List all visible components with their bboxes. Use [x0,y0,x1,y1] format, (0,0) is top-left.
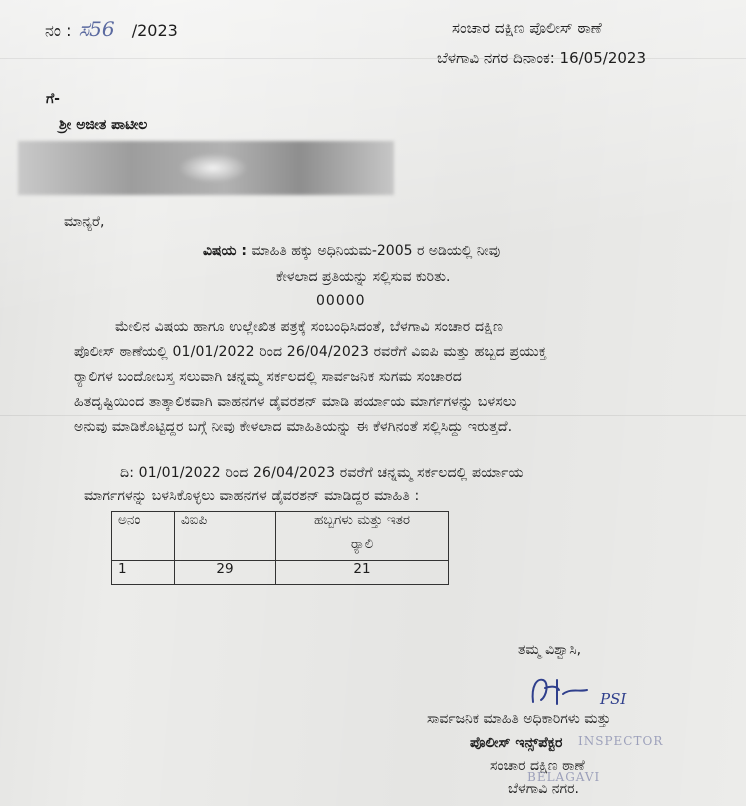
subject-label: ವಿಷಯ : [203,243,248,259]
paragraph1-line: ರ್‍ಯಾಲಿಗಳ ಬಂದೋಬಸ್ತ ಸಲುವಾಗಿ ಚನ್ನಮ್ಮ ಸರ್ಕಲದಲ್ಲಿ ಸಾರ್ವಜನಿಕ ಸುಗಮ ಸಂಚಾರದ [74,369,462,385]
paragraph1-line: ಪೊಲೀಸ್ ಠಾಣೆಯಲ್ಲಿ 01/01/2022 ರಿಂದ 26/04/2023 ರವರೆಗೆ ವಿಐಪಿ ಮತ್ತು ಹಬ್ಬದ ಪ್ರಯುಕ್ತ [74,344,547,360]
signature-initials: PSI [600,690,627,708]
paragraph2-line: ಮಾರ್ಗಗಳನ್ನು ಬಳಸಿಕೊಳ್ಳಲು ವಾಹನಗಳ ಡೈವರಶನ್ ಮಾಡಿದ್ದರ ಮಾಹಿತಿ : [84,488,420,504]
signature [527,672,597,712]
cell-festival-rally: 21 [276,561,449,585]
subject-line-1 [203,243,500,259]
designation-line-2: ಪೊಲೀಸ್ ಇನ್ಸ್‌ಪೆಕ್ಟರ [470,735,563,751]
reference-year: /2023 [131,21,178,40]
recipient-name: ಶ್ರೀ ಅಜೀತ ಪಾಟೀಲ [59,117,148,133]
header-serial: ಅನಂ [112,512,175,561]
salutation: ಮಾನ್ಯರೆ, [64,214,105,230]
header-festival-rally [276,512,449,561]
header-vip: ವಿಐಪಿ [175,512,276,561]
office-name: ಸಂಚಾರ ದಕ್ಷಿಣ ಪೊಲೀಸ್ ಠಾಣೆ [452,19,602,37]
paragraph1-line: ಅನುವು ಮಾಡಿಕೊಟ್ಟಿದ್ದರ ಬಗ್ಗೆ ನೀವು ಕೇಳಲಾದ ಮಾಹಿತಿಯನ್ನು ಈ ಕೆಳಗಿನಂತೆ ಸಲ್ಲಿಸಿದ್ದು ಇರುತ್ತದೆ. [74,419,513,435]
reference-number [45,17,178,41]
paragraph2-line: ದಿ: 01/01/2022 ರಿಂದ 26/04/2023 ರವರೆಗೆ ಚನ್ನಮ್ಮ ಸರ್ಕಲದಲ್ಲಿ ಪರ್ಯಾಯ [120,465,524,481]
designation-line-3: ಸಂಚಾರ ದಕ್ಷಿಣ ಠಾಣೆ [490,758,585,774]
header-rally-text: ರ್‍ಯಾಲಿ [350,536,374,552]
paper-fold [0,415,746,416]
table-header-row [112,512,449,561]
stamp-inspector: INSPECTOR [578,734,664,748]
paragraph1-line: ಮೇಲಿನ ವಿಷಯ ಹಾಗೂ ಉಲ್ಲೇಖಿತ ಪತ್ರಕ್ಕೆ ಸಂಬಂಧಿಸಿದಂತೆ, ಬೆಳಗಾವಿ ಸಂಚಾರ ದಕ್ಷಿಣ [115,319,504,335]
subject-line-2: ಕೇಳಲಾದ ಪ್ರತಿಯನ್ನು ಸಲ್ಲಿಸುವ ಕುರಿತು. [276,269,451,285]
diversion-table [111,511,449,585]
designation-line-1: ಸಾರ್ವಜನಿಕ ಮಾಹಿತಿ ಅಧಿಕಾರಿಗಳು ಮತ್ತು [427,711,611,727]
redacted-address [18,141,394,195]
paragraph1-line: ಹಿತದೃಷ್ಟಿಯಿಂದ ತಾತ್ಕಾಲಿಕವಾಗಿ ವಾಹನಗಳ ಡೈವರಶನ್ ಮಾಡಿ ಪರ್ಯಾಯ ಮಾರ್ಗಗಳನ್ನು ಬಳಸಲು [74,394,517,410]
header-festival-text: ಹಬ್ಬಗಳು ಮತ್ತು ಇತರ [313,512,411,528]
subject-separator: 00000 [316,293,366,309]
cell-vip: 29 [175,561,276,585]
cell-serial: 1 [112,561,175,585]
stamp-place: BELAGAVI [527,770,601,784]
place-date: ಬೆಳಗಾವಿ ನಗರ ದಿನಾಂಕ: 16/05/2023 [437,49,646,67]
reference-prefix: ನಂ : [45,21,72,40]
designation-line-4: ಬೆಳಗಾವಿ ನಗರ. [508,781,579,797]
table-row [112,561,449,585]
to-label: ಗೆ- [46,91,60,107]
handwritten-number: ಸ56 [78,17,115,41]
yours-faithfully: ತಮ್ಮ ವಿಶ್ವಾಸಿ, [518,642,582,658]
subject-text-1: ಮಾಹಿತಿ ಹಕ್ಕು ಅಧಿನಿಯಮ-2005 ರ ಅಡಿಯಲ್ಲಿ ನೀವು [251,243,501,259]
